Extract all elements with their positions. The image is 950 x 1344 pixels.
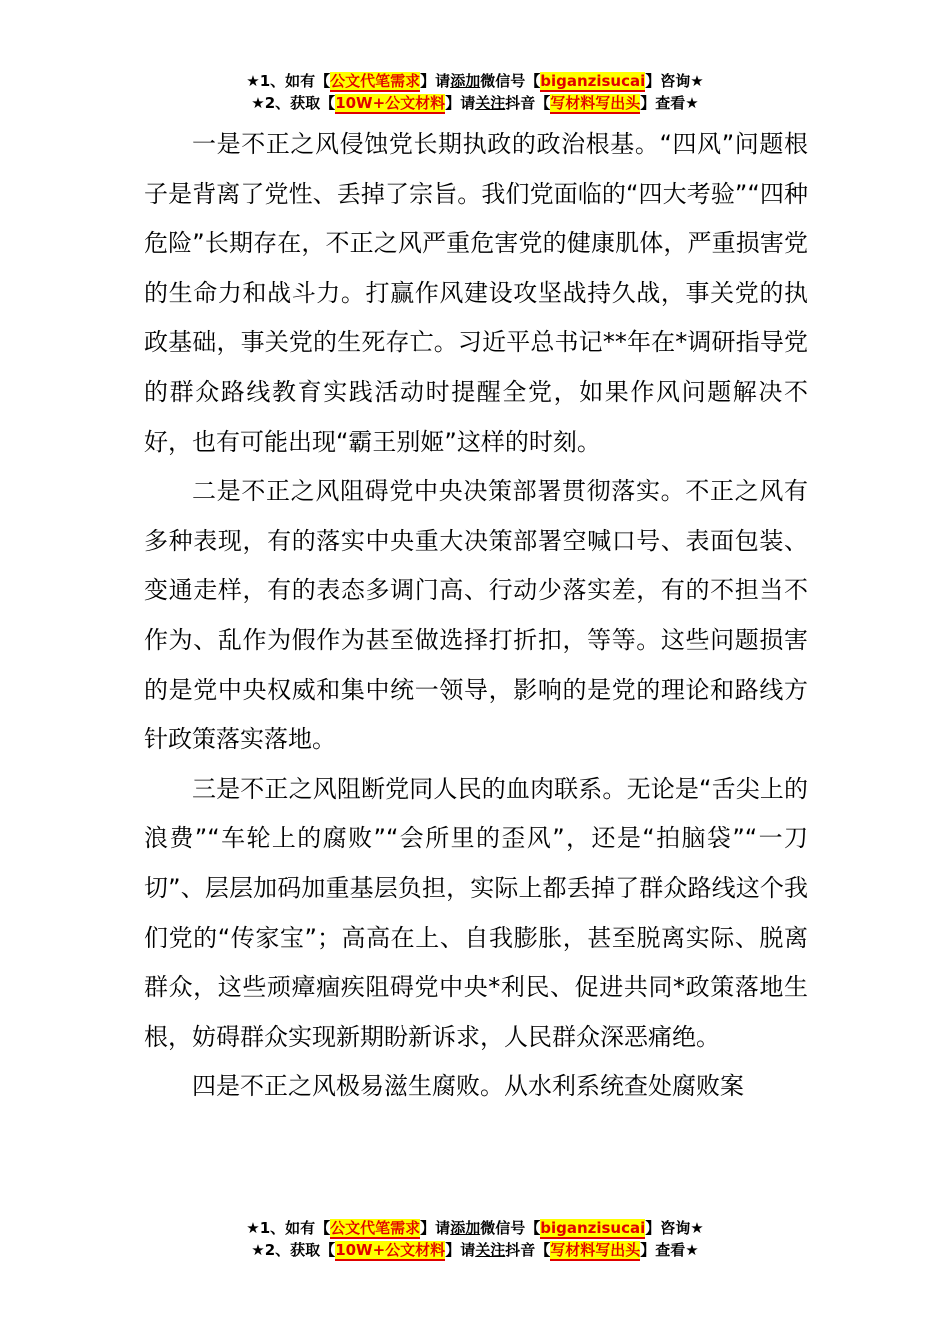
paragraph-4: 四是不正之风极易滋生腐败。从水利系统查处腐败案 [192, 1072, 744, 1101]
banner-line-2: ★2、获取【10W+公文材料】请关注抖音【写材料写出头】查看★ [251, 1241, 699, 1259]
footer-banner [0, 1217, 950, 1261]
highlight-douyin-account: 写材料写出头 [550, 94, 641, 112]
banner-line-1: ★1、如有【公文代笔需求】请添加微信号【biganzisucai】咨询★ [246, 1219, 704, 1237]
paragraph-2: 二是不正之风阻碍党中央决策部署贯彻落实。不正之风有多种表现，有的落实中央重大决策部署空喊口号、表面包装、变通走样，有的表态多调门高、行动少落实差，有的不担当不作为、乱作为假作为甚至做选择打折扣，等等。这些问题损害的是党中央权威和集中统一领导，影响的是党的理论和路线方针政策落实落地。 [144, 477, 808, 754]
document-body [144, 120, 808, 1112]
header-banner [0, 70, 950, 114]
highlight-wechat-id: biganzisucai [540, 1219, 646, 1237]
highlight-wechat-id: biganzisucai [540, 72, 646, 90]
highlight-douyin-account: 写材料写出头 [550, 1241, 641, 1259]
paragraph-1: 一是不正之风侵蚀党长期执政的政治根基。“四风”问题根子是背离了党性、丢掉了宗旨。我们党面临的“四大考验”“四种危险”长期存在，不正之风严重危害党的健康肌体，严重损害党的生命力和战斗力。打赢作风建设攻坚战持久战，事关党的执政基础，事关党的生死存亡。习近平总书记**年在*调研指导党的群众路线教育实践活动时提醒全党，如果作风问题解决不好，也有可能出现“霸王别姬”这样的时刻。 [144, 130, 808, 456]
paragraph-3: 三是不正之风阻断党同人民的血肉联系。无论是“舌尖上的浪费”“车轮上的腐败”“会所里的歪风”，还是“拍脑袋”“一刀切”、层层加码加重基层负担，实际上都丢掉了群众路线这个我们党的“传家宝”；高高在上、自我膨胀，甚至脱离实际、脱离群众，这些顽瘴痼疾阻碍党中央*利民、促进共同*政策落地生根，妨碍群众实现新期盼新诉求，人民群众深恶痛绝。 [144, 774, 808, 1051]
highlight-materials: 10W+公文材料 [335, 1241, 446, 1259]
highlight-service: 公文代笔需求 [330, 1219, 421, 1237]
banner-line-2: ★2、获取【10W+公文材料】请关注抖音【写材料写出头】查看★ [251, 94, 699, 112]
highlight-service: 公文代笔需求 [330, 72, 421, 90]
banner-line-1: ★1、如有【公文代笔需求】请添加微信号【biganzisucai】咨询★ [246, 72, 704, 90]
highlight-materials: 10W+公文材料 [335, 94, 446, 112]
